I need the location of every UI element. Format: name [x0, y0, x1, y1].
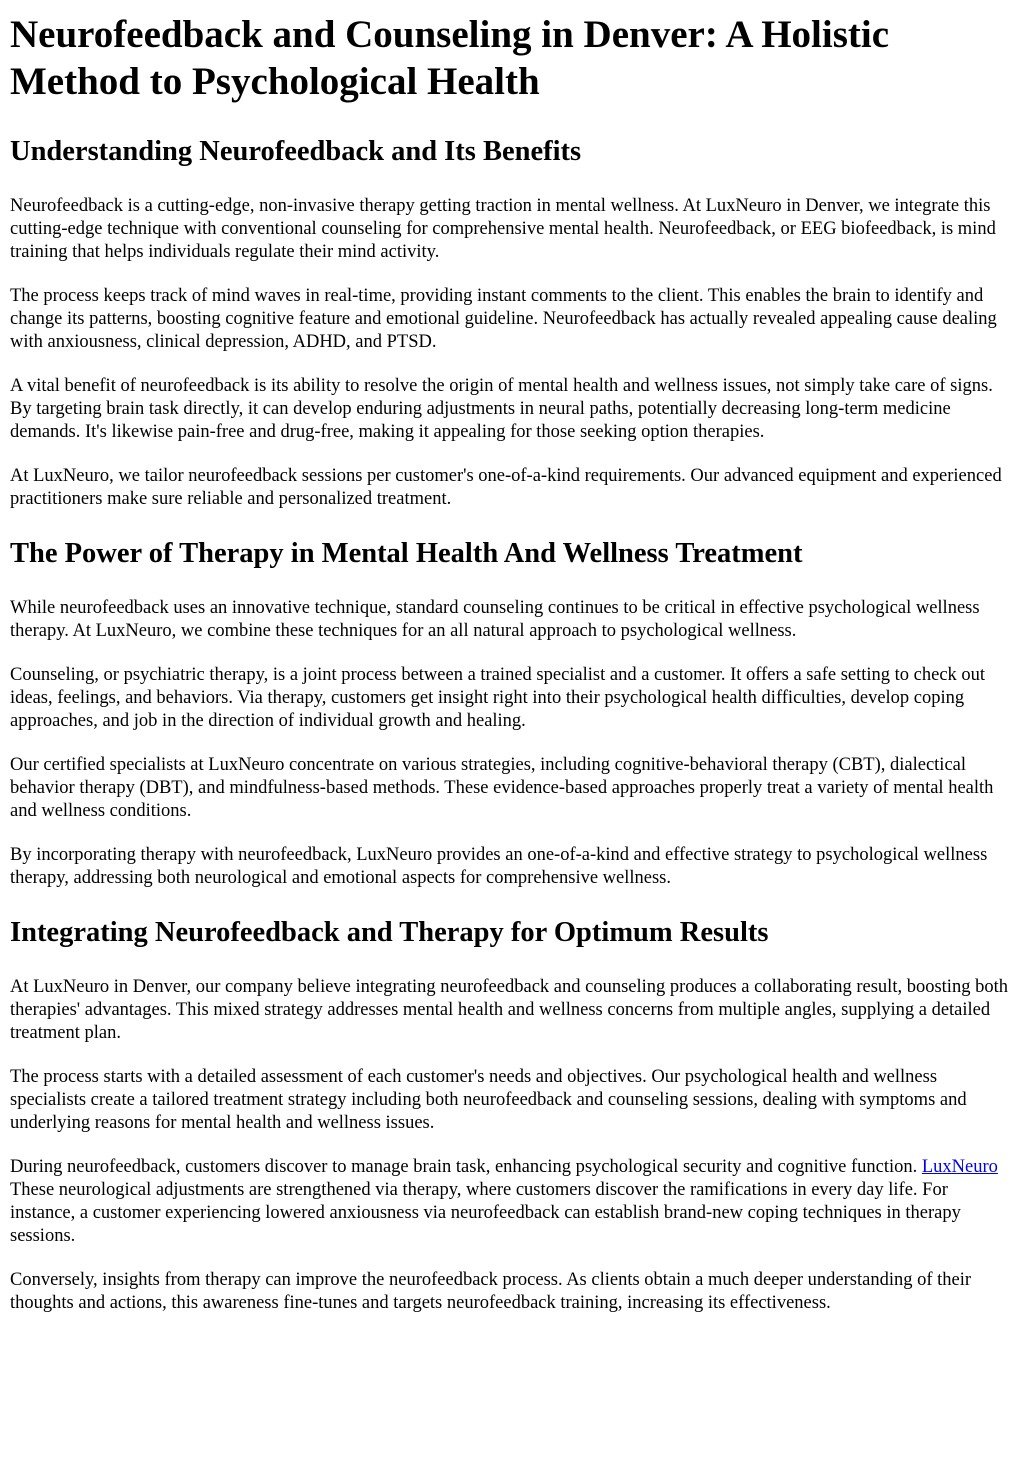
paragraph: Our certified specialists at LuxNeuro concentrate on various strategies, including cognitive-behavioral therapy (CBT), dialectical behavior therapy (DBT), and mindfulness-based methods. These evidence-based approaches properly treat a variety of mental health and wellness conditions. — [10, 755, 994, 821]
paragraph-with-link — [10, 1156, 1014, 1248]
paragraph: The process keeps track of mind waves in real-time, providing instant comments to the client. This enables the brain to identify and change its patterns, boosting cognitive feature and emotional guideline. Neurofeedback has actually revealed appealing cause dealing with anxiousness, clinical depression, ADHD, and PTSD. — [10, 286, 997, 352]
paragraph: A vital benefit of neurofeedback is its ability to resolve the origin of mental health and wellness issues, not simply take care of signs. By targeting brain task directly, it can develop enduring adjustments in neural paths, potentially decreasing long-term medicine demands. It's likewise pain-free and drug-free, making it appealing for those seeking option therapies. — [10, 376, 993, 442]
section-heading-integrating: Integrating Neurofeedback and Therapy for Optimum Results — [10, 917, 769, 948]
paragraph: Counseling, or psychiatric therapy, is a joint process between a trained specialist and a customer. It offers a safe setting to check out ideas, feelings, and behaviors. Via therapy, customers get insight right into their psychological health difficulties, develop coping approaches, and job in the direction of individual growth and healing. — [10, 665, 986, 731]
luxneuro-link[interactable]: LuxNeuro — [921, 1157, 998, 1177]
paragraph: Neurofeedback is a cutting-edge, non-invasive therapy getting traction in mental wellness. At LuxNeuro in Denver, we integrate this cutting-edge technique with conventional counseling for comprehensive mental health. Neurofeedback, or EEG biofeedback, is mind training that helps individuals regulate their mind activity. — [10, 196, 996, 262]
paragraph: At LuxNeuro in Denver, our company believe integrating neurofeedback and counseling produces a collaborating result, boosting both therapies' advantages. This mixed strategy addresses mental health and wellness concerns from multiple angles, supplying a detailed treatment plan. — [10, 977, 1008, 1043]
paragraph: While neurofeedback uses an innovative technique, standard counseling continues to be critical in effective psychological wellness therapy. At LuxNeuro, we combine these techniques for an all natural approach to psychological wellness. — [10, 598, 980, 641]
paragraph: The process starts with a detailed assessment of each customer's needs and objectives. Our psychological health and wellness specialists create a tailored treatment strategy including both neurofeedback and counseling sessions, dealing with symptoms and underlying reasons for mental health and wellness issues. — [10, 1067, 967, 1133]
section-heading-neurofeedback-benefits: Understanding Neurofeedback and Its Benefits — [10, 136, 582, 167]
paragraph-text-before-link: During neurofeedback, customers discover to manage brain task, enhancing psychological security and cognitive function. — [10, 1157, 922, 1177]
paragraph: By incorporating therapy with neurofeedback, LuxNeuro provides an one-of-a-kind and effective strategy to psychological wellness therapy, addressing both neurological and emotional aspects for comprehensive wellness. — [10, 845, 988, 888]
paragraph: Conversely, insights from therapy can improve the neurofeedback process. As clients obtain a much deeper understanding of their thoughts and actions, this awareness fine-tunes and targets neurofeedback training, increasing its effectiveness. — [10, 1270, 972, 1313]
article — [0, 11, 1024, 1315]
page-title: Neurofeedback and Counseling in Denver: A Holistic Method to Psychological Health — [10, 13, 890, 103]
section-heading-power-of-therapy: The Power of Therapy in Mental Health And Wellness Treatment — [10, 538, 803, 569]
paragraph: At LuxNeuro, we tailor neurofeedback sessions per customer's one-of-a-kind requirements. Our advanced equipment and experienced practitioners make sure reliable and personalized treatment. — [10, 466, 1002, 509]
paragraph-text-after-link: These neurological adjustments are strengthened via therapy, where customers discover the ramifications in every day life. For instance, a customer experiencing lowered anxiousness via neurofeedback can establish brand-new coping techniques in therapy sessions. — [10, 1180, 961, 1246]
